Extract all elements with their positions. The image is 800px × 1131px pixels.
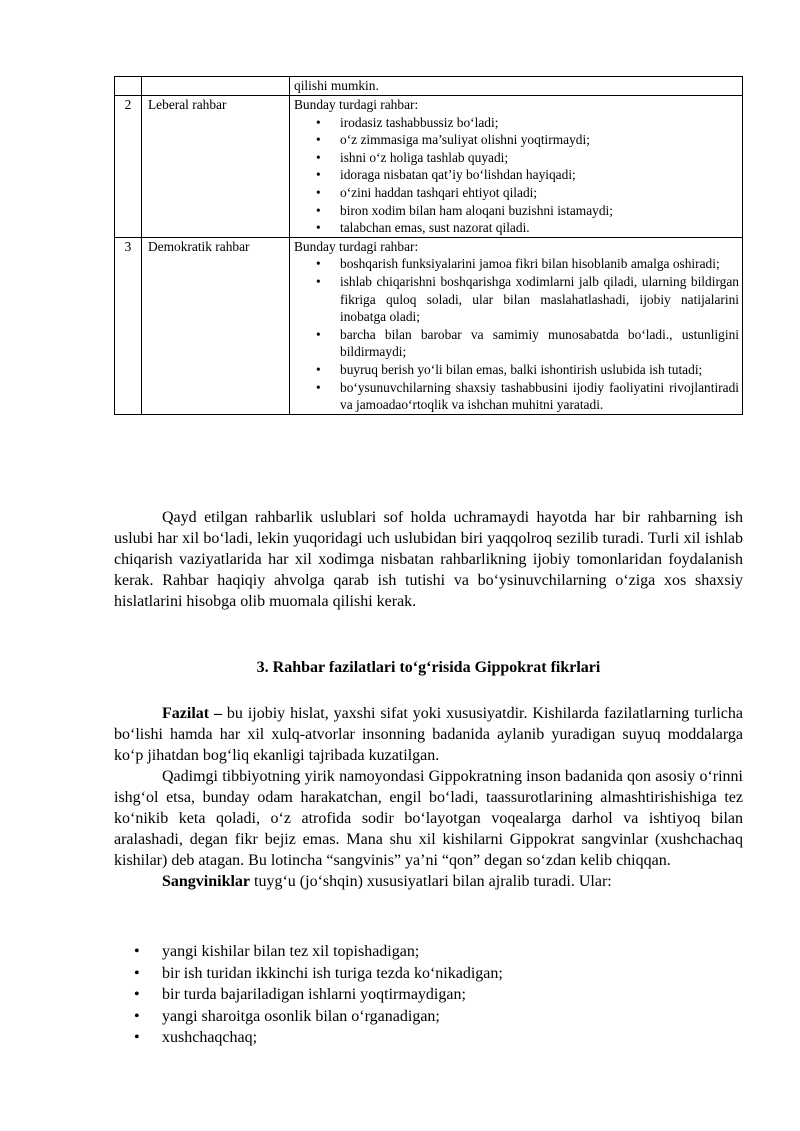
list-item: • idoraga nisbatan qat’iy bo‘lishdan hayiqadi; <box>340 166 739 184</box>
list-item: • yangi kishilar bilan tez xil topishadigan; <box>114 941 743 963</box>
list-item: • o‘zini haddan tashqari ehtiyot qiladi; <box>340 184 739 202</box>
sanguine-traits-list <box>114 941 743 1049</box>
list-item: • bo‘ysunuvchilarning shaxsiy tashabbusini ijodiy faoliyatini rivojlantiradi va jamoadao‘rtoqlik va ishchan muhitni yaratadi. <box>340 379 739 414</box>
leadership-styles-table <box>114 76 743 415</box>
list-item: • bir ish turidan ikkinchi ish turiga tezda ko‘nikadigan; <box>114 963 743 985</box>
section-heading: 3. Rahbar fazilatlari to‘g‘risida Gippokrat fikrlari <box>256 659 601 676</box>
body-text <box>114 703 743 892</box>
paragraph <box>114 871 743 892</box>
list-item: • barcha bilan barobar va samimiy munosabatda bo‘ladi., ustunligini bildirmaydi; <box>340 326 739 361</box>
table-row <box>115 96 743 238</box>
list-item: • bir turda bajariladigan ishlarni yoqtirmaydigan; <box>114 984 743 1006</box>
list-item: • ishlab chiqarishni boshqarishga xodimlarni jalb qiladi, ularning bildirgan fikriga quloq soladi, ular bilan maslahatlashadi, ijobiy natijalarini inobatga oladi; <box>340 273 739 326</box>
paragraph-text: bu ijobiy hislat, yaxshi sifat yoki xususiyatdir. Kishilarda fazilatlarning turlicha bo‘lishi hamda har xil xulq-atvorlar insonning badanida aylanib yuradigan suyuq moddalarga ko‘p jihatdan bog‘liq ekanligi tajribada kuzatilgan. <box>114 705 744 764</box>
row-number-cell: 2 <box>115 96 142 238</box>
description-intro: Bunday turdagi rahbar: <box>294 97 419 112</box>
list-item: • irodasiz tashabbussiz bo‘ladi; <box>340 114 739 132</box>
list-item: • yangi sharoitga osonlik bilan o‘rganadigan; <box>114 1006 743 1028</box>
row-number-cell <box>115 77 142 96</box>
style-name-cell <box>142 77 290 96</box>
paragraph: Qadimgi tibbiyotning yirik namoyondasi Gippokratning inson badanida qon asosiy o‘rinni ishg‘ol etsa, bunday odam harakatchan, engil bo‘ladi, taassurotlarining almashtirishishiga tez ko‘nikib keta qoladi, o‘z atrofida sodir bo‘layotgan voqealarga darhol va ishtiyoq bilan aralashadi, degan fikr bejiz emas. Mana shu xil kishilarni Gippokrat sangvinlar (xushchachaq kishilar) deb atagan. Bu lotincha “sangvinis” ya’ni “qon” degan so‘zdan kelib chiqqan. <box>114 768 743 869</box>
row-number-cell: 3 <box>115 237 142 414</box>
paragraph: Qayd etilgan rahbarlik uslublari sof holda uchramaydi hayotda har bir rahbarning ish uslubi har xil bo‘ladi, lekin yuqoridagi uch uslubidan biri yaqqolroq sezilib turadi. Turli xil ishlab chiqarish vaziyatlarida har xil xodimga nisbatan rahbarlikning ijobiy tomonlaridan foydalanish kerak. Rahbar haqiqiy ahvolga qarab ish tutishi va bo‘ysinuvchilarning o‘ziga xos shaxsiy hislatlarini hisobga olib muomala qilishi kerak. <box>114 509 743 610</box>
paragraph-text: tuyg‘u (jo‘shqin) xususiyatlari bilan ajralib turadi. Ular: <box>250 873 612 890</box>
trait-list <box>294 114 739 237</box>
list-item: • talabchan emas, sust nazorat qiladi. <box>340 219 739 237</box>
list-item: • ishni o‘z holiga tashlab quyadi; <box>340 149 739 167</box>
style-name-cell: Demokratik rahbar <box>142 237 290 414</box>
description-cell <box>290 237 743 414</box>
style-name-cell: Leberal rahbar <box>142 96 290 238</box>
list-item: • biron xodim bilan ham aloqani buzishni istamaydi; <box>340 202 739 220</box>
list-item: • o‘z zimmasiga ma’suliyat olishni yoqtirmaydi; <box>340 131 739 149</box>
term-bold: Fazilat – <box>162 705 223 722</box>
term-bold: Sangviniklar <box>162 873 251 890</box>
paragraph <box>114 703 743 766</box>
body-text <box>114 507 743 612</box>
table-row <box>115 77 743 96</box>
list-item: • buyruq berish yo‘li bilan emas, balki ishontirish uslubida ish tutadi; <box>340 361 739 379</box>
description-intro: Bunday turdagi rahbar: <box>294 238 419 254</box>
description-cell <box>290 96 743 238</box>
list-item: • xushchaqchaq; <box>114 1027 743 1049</box>
list-item: • boshqarish funksiyalarini jamoa fikri bilan hisoblanib amalga oshiradi; <box>340 255 739 273</box>
description-continuation: qilishi mumkin. <box>290 77 743 96</box>
table-row <box>115 237 743 414</box>
trait-list <box>294 255 739 413</box>
